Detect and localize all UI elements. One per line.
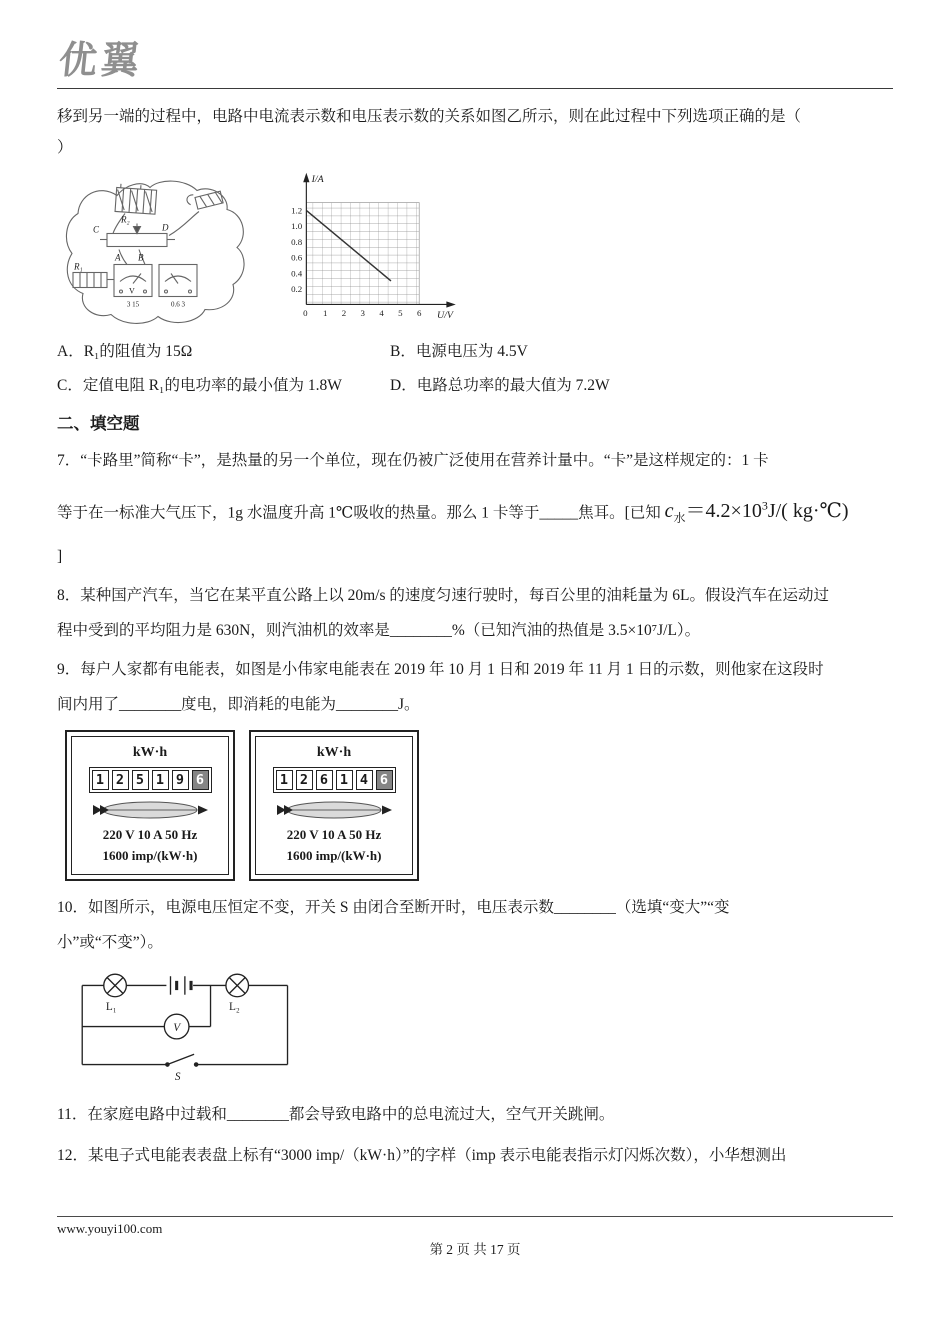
y-tick: 1.2 [291,205,303,216]
resistor-r1-icon [73,273,107,288]
formula-variable: c [664,499,674,522]
meter-digit: 1 [336,770,353,790]
question6-stem-line2: ） [57,139,73,156]
section-heading-fill-in: 二、填空题 [57,414,140,433]
meter-digit: 9 [172,770,189,790]
question10-line2: 小”或“不变”）。 [57,933,163,951]
q7-specific-heat-formula [664,498,849,525]
meter-disc-icon [87,797,213,823]
meter-digit: 1 [92,770,109,790]
question11: 11．在家庭电路中过载和________都会导致电路中的总电流过大，空气开关跳闸。 [57,1105,615,1123]
x-tick: 1 [322,307,328,318]
y-tick: 0.4 [291,268,303,279]
label-c: C [92,224,99,235]
lamp-l1-label: L₁ [105,1000,117,1013]
x-tick: 0 [303,307,308,318]
meter-digit: 6 [316,770,333,790]
option-b: B．电源电压为 4.5V [390,343,528,360]
question9-line1: 9．每户人家都有电能表，如图是小伟家电能表在 2019 年 10 月 1 日和 2019 年 11 月 1 日的示数，则他家在这段时 [57,660,824,678]
switch-icon [166,1054,198,1066]
rheostat-icon [107,234,167,247]
meter-unit-label: kW·h [132,744,168,760]
y-tick: 0.2 [291,283,303,294]
x-tick: 3 [360,307,365,318]
ammeter-scale: 0.6 3 [171,300,185,309]
question12: 12．某电子式电能表表盘上标有“3000 imp/（kW·h）”的字样（imp 表示电能表指示灯闪烁次数），小华想测出 [57,1146,787,1164]
lamp-l2-label: L₂ [229,1000,240,1013]
formula-subscript: 水 [673,510,686,525]
lamp-l2-icon [226,974,249,997]
x-tick: 6 [416,307,422,318]
meter-unit-label: kW·h [316,744,352,760]
switch-label: S [174,1070,181,1083]
meter-digit-decimal: 6 [192,770,209,790]
lamp-l1-icon [104,974,127,997]
question8-line2: 程中受到的平均阻力是 630N，则汽油机的效率是________%（已知汽油的热值是 3.5×10⁷J/L）。 [57,621,701,639]
question8-line1: 8．某种国产汽车，当它在某平直公路上以 20m/s 的速度匀速行驶时，每百公里的油耗量为 6L。假设汽车在运动过 [57,586,829,604]
question9-line2: 间内用了________度电，即消耗的电能为________J。 [57,695,420,713]
meter-constant: 1600 imp/(kW·h) [102,847,198,863]
meter-digit: 4 [356,770,373,790]
x-axis-label: U/V [436,310,453,322]
graph-grid [306,203,419,305]
footer-divider [57,1216,893,1217]
voltmeter-scale: 3 15 [126,300,140,309]
option-c: C．定值电阻 R₁的电功率的最小值为 1.8W [57,377,342,394]
page-footer [57,1216,893,1260]
page-number: 第 2 页 共 17 页 [429,1242,521,1257]
battery-icon [115,184,157,215]
label-r1: R₁ [74,261,83,272]
y-tick: 0.8 [291,236,303,247]
x-tick: 5 [398,307,403,318]
options-row-ab [57,341,893,363]
energy-meter-november [249,730,419,881]
meter-ratings: 220 V 10 A 50 Hz [102,826,198,842]
formula-equation: ＝4.2×10 [685,499,762,522]
energy-meter-face [71,736,229,875]
formula-exponent: 3 [761,498,768,512]
meter-constant: 1600 imp/(kW·h) [286,847,382,863]
energy-meter-face [255,736,413,875]
meter-digit: 2 [112,770,129,790]
formula-unit: J/( kg·℃) [767,499,849,522]
energy-meters-figure [65,730,893,881]
question7-line2 [57,490,893,533]
meter-digit: 2 [296,770,313,790]
question10-circuit-figure [65,967,315,1083]
circuit-sketch-figure [59,168,259,326]
meter-digit: 1 [152,770,169,790]
question6-figure [59,168,893,326]
question6-stem-line1: 移到另一端的过程中，电路中电流表示数和电压表示数的关系如图乙所示，则在此过程中下列选项正确的是（ [57,108,802,125]
voltmeter-letter: V [129,286,135,296]
meter-digit-register [273,767,396,793]
label-b: B [138,252,144,263]
energy-meter-october [65,730,235,881]
option-d: D．电路总功率的最大值为 7.2W [390,377,610,394]
voltmeter-letter: V [173,1021,181,1034]
meter-digit-decimal: 6 [376,770,393,790]
question7-line3: ] [57,547,63,565]
label-r2: R₂ [121,214,130,225]
meter-digit: 1 [276,770,293,790]
x-tick: 2 [341,307,347,318]
meter-digit-register [89,767,212,793]
x-axis-arrow [446,301,455,307]
question7-line2-text: 等于在一标准大气压下，1g 水温度升高 1℃吸收的热量。那么 1 卡等于_____焦耳。[已知 [57,504,665,522]
y-axis-label: I/A [311,174,324,186]
meter-disc-icon [271,797,397,823]
options-row-cd [57,375,893,397]
meter-ratings: 220 V 10 A 50 Hz [286,826,382,842]
iv-graph-figure [275,168,461,326]
question10-line1: 10．如图所示，电源电压恒定不变，开关 S 由闭合至断开时，电压表示数________（选填“变大”“变 [57,898,730,916]
clip-icon [186,188,223,211]
youyi-logo: 优翼 [56,40,146,82]
y-tick: 0.6 [291,252,303,263]
y-tick: 1.0 [291,221,303,232]
x-tick: 4 [379,307,384,318]
ammeter-icon [159,265,197,297]
battery-cells-icon [170,976,191,994]
label-a: A [115,252,121,263]
meter-digit: 5 [132,770,149,790]
footer-website: www.youyi100.com [57,1221,163,1236]
header-divider [57,88,893,89]
label-d: D [162,222,169,233]
option-a: A．R₁的阻值为 15Ω [57,343,193,360]
question7-line1: 7．“卡路里”简称“卡”，是热量的另一个单位，现在仍被广泛使用在营养计量中。“卡”是这样规定的：1 卡 [57,452,769,469]
y-axis-arrow [303,173,309,182]
